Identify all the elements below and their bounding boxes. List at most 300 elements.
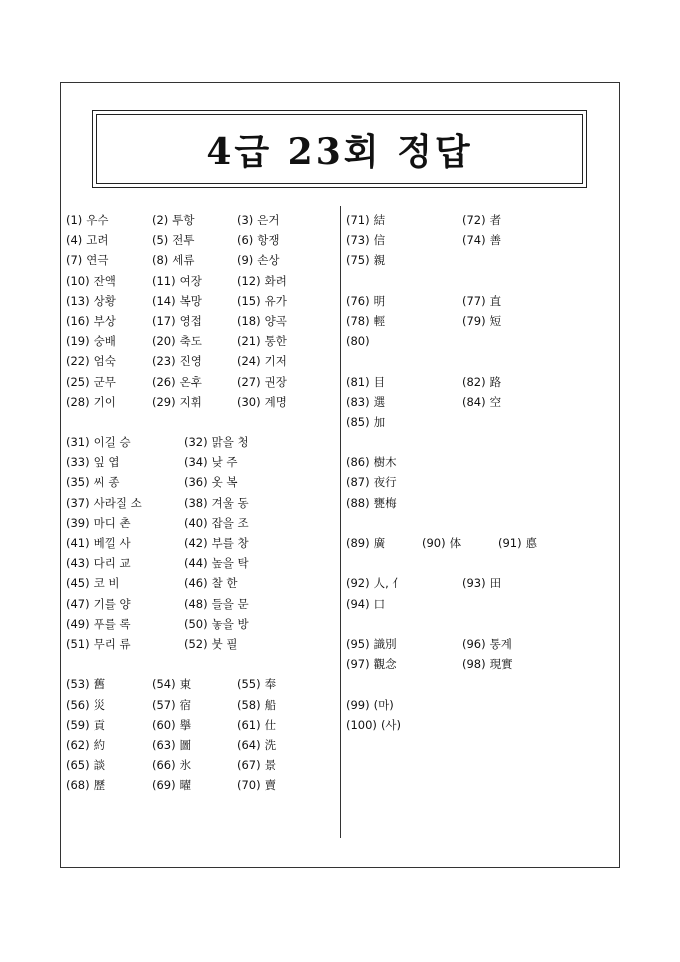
answer-text: 통한 (264, 334, 287, 349)
answer-text: 現實 (489, 657, 513, 672)
question-number: (17) (152, 313, 176, 328)
question-number: (84) (462, 394, 486, 409)
answer-item (66, 472, 119, 492)
answer-row (66, 311, 336, 331)
answer-text: 曜 (179, 778, 192, 793)
question-number: (92) (346, 576, 370, 591)
answer-item (66, 533, 131, 553)
answer-text: 觀念 (373, 657, 397, 672)
answer-text: 화려 (264, 273, 287, 288)
question-number: (99) (346, 697, 370, 712)
question-number: (75) (346, 253, 370, 268)
answer-row (66, 432, 336, 452)
answer-item (237, 775, 276, 795)
answer-item (346, 634, 397, 654)
answer-text: 舊 (93, 677, 106, 692)
question-number: (98) (462, 657, 486, 672)
answer-row (66, 472, 336, 492)
question-number: (26) (152, 374, 176, 389)
answer-text: 談 (93, 758, 106, 773)
question-number: (13) (66, 293, 90, 308)
answer-item (237, 715, 276, 735)
answer-text: 우수 (86, 213, 109, 227)
answer-row (66, 594, 336, 614)
question-number: (24) (237, 354, 261, 369)
answer-text: 歷 (93, 778, 106, 793)
answer-row (66, 695, 336, 715)
question-number: (12) (237, 273, 261, 288)
answer-item (152, 674, 191, 694)
answer-text: 加 (373, 414, 386, 429)
answer-item (66, 553, 131, 573)
answer-item (66, 331, 116, 351)
question-number: (62) (66, 737, 90, 752)
answer-text: 숭배 (93, 334, 116, 349)
answer-item (66, 755, 105, 775)
answer-row (66, 654, 336, 674)
answer-text: 겨울 동 (211, 495, 249, 510)
answer-text: 은거 (257, 213, 280, 227)
question-number: (33) (66, 455, 90, 470)
answer-text: 영접 (179, 313, 202, 328)
answer-item (462, 634, 512, 654)
question-number: (51) (66, 636, 90, 651)
question-number: (100) (346, 717, 377, 732)
answer-text: 夜行 (373, 475, 397, 490)
answer-item (346, 654, 397, 674)
answer-item (237, 755, 276, 775)
answer-text: 人, 亻 (373, 576, 404, 591)
question-number: (86) (346, 455, 370, 470)
answer-text: 높을 탁 (211, 556, 249, 571)
question-number: (45) (66, 576, 90, 591)
answer-item (237, 674, 276, 694)
answer-text: 明 (373, 293, 386, 308)
answer-row (66, 715, 336, 735)
answer-item (462, 372, 501, 392)
answer-row (346, 533, 616, 553)
question-number: (54) (152, 677, 176, 692)
answer-row (66, 493, 336, 513)
answer-text: 空 (489, 394, 502, 409)
answer-item (237, 735, 276, 755)
answer-text: 지휘 (179, 394, 202, 409)
answer-text: 体 (449, 536, 462, 550)
answer-item (462, 654, 513, 674)
answer-text: 信 (373, 233, 386, 248)
answer-text: 연극 (86, 253, 109, 268)
question-number: (40) (184, 515, 208, 530)
answer-text: 들을 문 (211, 596, 249, 611)
answer-row (346, 695, 616, 715)
answer-text: 圖 (179, 737, 192, 752)
answer-text: 奉 (264, 677, 277, 692)
answer-item (237, 372, 287, 392)
answer-item (346, 412, 385, 432)
answer-item (66, 230, 109, 250)
question-number: (79) (462, 313, 486, 328)
question-number: (67) (237, 758, 261, 773)
answer-text: 賣 (264, 778, 277, 793)
answer-row (66, 533, 336, 553)
answer-text: 고려 (86, 233, 109, 248)
answer-text: 洗 (264, 737, 277, 752)
answer-item (184, 634, 237, 654)
answer-row (66, 755, 336, 775)
answer-item (66, 432, 131, 452)
answer-item (237, 351, 287, 371)
answer-text: 사라질 소 (93, 495, 142, 510)
answer-text: 短 (489, 313, 502, 328)
question-number: (21) (237, 334, 261, 349)
question-number: (93) (462, 576, 486, 591)
question-number: (23) (152, 354, 176, 369)
answer-row (66, 452, 336, 472)
answer-text: 온후 (179, 374, 202, 389)
answer-text: 부상 (93, 313, 116, 328)
question-number: (32) (184, 435, 208, 450)
answer-row (66, 553, 336, 573)
answer-text: 宿 (179, 697, 192, 712)
answer-item (66, 493, 142, 513)
answer-text: 권장 (264, 374, 287, 389)
question-number: (30) (237, 394, 261, 409)
answer-text: 낮 주 (211, 455, 238, 470)
title-box-inner (96, 114, 583, 184)
question-number: (78) (346, 313, 370, 328)
answer-item (346, 594, 385, 614)
question-number: (83) (346, 394, 370, 409)
question-number: (43) (66, 556, 90, 571)
answer-item (66, 351, 116, 371)
column-divider (340, 206, 341, 838)
answer-text: 유가 (264, 293, 287, 308)
question-number: (6) (237, 233, 254, 248)
answer-text: 복망 (179, 293, 202, 308)
question-number: (80) (346, 334, 370, 349)
answer-row (346, 432, 616, 452)
answer-text: 군무 (93, 374, 116, 389)
answer-text: 樹木 (373, 455, 397, 470)
answer-text: 양곡 (264, 313, 287, 328)
question-number: (94) (346, 596, 370, 611)
answer-item (152, 271, 202, 291)
question-number: (9) (237, 253, 254, 268)
answer-item (66, 452, 119, 472)
question-number: (16) (66, 313, 90, 328)
answer-item (346, 533, 385, 553)
question-number: (81) (346, 374, 370, 389)
question-number: (25) (66, 374, 90, 389)
answer-item (152, 372, 202, 392)
answer-text: 붓 필 (211, 636, 238, 651)
question-number: (85) (346, 414, 370, 429)
answer-row (346, 271, 616, 291)
answer-item (66, 614, 131, 634)
answer-item (346, 210, 385, 230)
question-number: (38) (184, 495, 208, 510)
answer-text: 다리 교 (93, 556, 131, 571)
answer-text: 코 비 (93, 576, 120, 591)
answer-item (66, 291, 116, 311)
answer-text: 진영 (179, 354, 202, 369)
answer-text: 田 (489, 576, 502, 591)
question-number: (82) (462, 374, 486, 389)
answer-row (66, 735, 336, 755)
answer-item (237, 291, 287, 311)
answer-text: 輕 (373, 313, 386, 328)
question-number: (57) (152, 697, 176, 712)
answer-row (346, 573, 616, 593)
answer-text: 푸를 록 (93, 616, 131, 631)
answer-item (152, 210, 195, 230)
question-number: (90) (422, 536, 446, 550)
answer-row (66, 634, 336, 654)
answer-text: 전투 (172, 233, 195, 248)
answer-text: 잎 엽 (93, 455, 120, 470)
question-number: (28) (66, 394, 90, 409)
answer-text: 놓을 방 (211, 616, 249, 631)
answer-text: 親 (373, 253, 386, 268)
question-number: (59) (66, 717, 90, 732)
answer-row (66, 291, 336, 311)
question-number: (77) (462, 293, 486, 308)
answer-item (184, 573, 237, 593)
answer-text: 者 (489, 213, 502, 227)
answer-item (152, 351, 202, 371)
question-number: (11) (152, 273, 176, 288)
answer-row (346, 311, 616, 331)
question-number: (48) (184, 596, 208, 611)
answer-text: 무리 류 (93, 636, 131, 651)
question-number: (89) (346, 536, 370, 550)
question-number: (34) (184, 455, 208, 470)
answer-text: 상황 (93, 293, 116, 308)
question-number: (56) (66, 697, 90, 712)
answer-text: 찰 한 (211, 576, 238, 591)
answer-item (498, 533, 537, 553)
answer-column-left (66, 210, 336, 795)
answer-item (237, 695, 276, 715)
answer-row (346, 674, 616, 694)
answer-text: 結 (373, 213, 386, 227)
question-number: (15) (237, 293, 261, 308)
answer-item (184, 452, 237, 472)
answer-row (346, 654, 616, 674)
answer-row (346, 553, 616, 573)
answer-row (66, 210, 336, 230)
answer-text: 路 (489, 374, 502, 389)
question-number: (42) (184, 536, 208, 550)
question-number: (96) (462, 636, 486, 651)
answer-text: 氷 (179, 758, 192, 773)
answer-item (346, 372, 385, 392)
answer-row (66, 351, 336, 371)
question-number: (65) (66, 758, 90, 773)
answer-item (66, 271, 116, 291)
answer-text: 目 (373, 374, 386, 389)
answer-row (66, 775, 336, 795)
answer-text: 부를 창 (211, 536, 249, 550)
answer-item (66, 735, 105, 755)
answer-text: 여장 (179, 273, 202, 288)
answer-row (66, 331, 336, 351)
question-number: (4) (66, 233, 83, 248)
answer-item (152, 755, 191, 775)
answer-item (462, 210, 501, 230)
answer-text: 축도 (179, 334, 202, 349)
answer-row (66, 250, 336, 270)
answer-item (66, 594, 131, 614)
question-number: (53) (66, 677, 90, 692)
answer-item (237, 331, 287, 351)
answer-text: 이길 승 (93, 435, 131, 450)
answer-item (66, 715, 105, 735)
answer-text: 통계 (489, 636, 512, 651)
answer-row (346, 210, 616, 230)
answer-text: 識別 (373, 636, 397, 651)
question-number: (71) (346, 213, 370, 227)
question-number: (8) (152, 253, 169, 268)
question-number: (41) (66, 536, 90, 550)
question-number: (74) (462, 233, 486, 248)
answer-item (66, 573, 119, 593)
answer-item (237, 210, 280, 230)
answer-row (346, 291, 616, 311)
question-number: (39) (66, 515, 90, 530)
answer-text: 甕梅 (373, 495, 397, 510)
answer-text: 直 (489, 293, 502, 308)
question-number: (88) (346, 495, 370, 510)
answer-item (346, 493, 397, 513)
question-number: (52) (184, 636, 208, 651)
answer-text: 仕 (264, 717, 277, 732)
question-number: (1) (66, 213, 83, 227)
answer-row (346, 452, 616, 472)
answer-row (66, 392, 336, 412)
answer-item (346, 695, 394, 715)
answer-item (152, 392, 202, 412)
answer-text: 選 (373, 394, 386, 409)
question-number: (95) (346, 636, 370, 651)
answer-text: 세류 (172, 253, 195, 268)
question-number: (46) (184, 576, 208, 591)
answer-item (184, 513, 249, 533)
answer-item (66, 210, 109, 230)
answer-item (152, 695, 191, 715)
answer-text: 기이 (93, 394, 116, 409)
answer-item (346, 250, 385, 270)
answer-item (237, 250, 280, 270)
question-number: (66) (152, 758, 176, 773)
answer-item (346, 573, 404, 593)
question-number: (73) (346, 233, 370, 248)
answer-text: 기저 (264, 354, 287, 369)
question-number: (63) (152, 737, 176, 752)
answer-item (184, 553, 249, 573)
answer-item (346, 715, 401, 735)
answer-text: 善 (489, 233, 502, 248)
question-number: (87) (346, 475, 370, 490)
answer-text: 擧 (179, 717, 192, 732)
answer-item (462, 291, 501, 311)
answer-row (66, 573, 336, 593)
question-number: (47) (66, 596, 90, 611)
answer-text: 災 (93, 697, 106, 712)
answer-text: 貢 (93, 717, 106, 732)
answer-item (152, 735, 191, 755)
question-number: (2) (152, 213, 169, 227)
answer-text: 잡을 조 (211, 515, 249, 530)
answer-text: 맑을 청 (211, 435, 249, 450)
answer-column-right (346, 210, 616, 735)
question-number: (50) (184, 616, 208, 631)
answer-row (66, 412, 336, 432)
answer-row (346, 412, 616, 432)
question-number: (37) (66, 495, 90, 510)
answer-item (462, 392, 501, 412)
answer-row (346, 331, 616, 351)
question-number: (64) (237, 737, 261, 752)
answer-row (346, 351, 616, 371)
answer-item (184, 472, 237, 492)
answer-text: 잔액 (93, 273, 116, 288)
answer-text: 東 (179, 677, 192, 692)
answer-row (66, 513, 336, 533)
answer-item (66, 775, 105, 795)
question-number: (36) (184, 475, 208, 490)
question-number: (14) (152, 293, 176, 308)
answer-item (184, 432, 249, 452)
answer-text: (사) (380, 717, 402, 732)
answer-item (184, 493, 249, 513)
question-number: (31) (66, 435, 90, 450)
answer-item (462, 311, 501, 331)
answer-row (346, 372, 616, 392)
answer-item (462, 573, 501, 593)
question-number: (18) (237, 313, 261, 328)
question-number: (61) (237, 717, 261, 732)
question-number: (49) (66, 616, 90, 631)
question-number: (70) (237, 778, 261, 793)
answer-item (346, 311, 385, 331)
answer-item (152, 775, 191, 795)
answer-text: 景 (264, 758, 277, 773)
answer-item (237, 230, 280, 250)
answer-text: 悳 (525, 536, 538, 550)
answer-item (66, 311, 116, 331)
question-number: (58) (237, 697, 261, 712)
answer-row (346, 614, 616, 634)
answer-item (66, 634, 131, 654)
answer-item (184, 594, 249, 614)
answer-row (66, 271, 336, 291)
page-title: 4급 23회 정답 (206, 130, 473, 173)
answer-item (66, 513, 131, 533)
answer-row (346, 250, 616, 270)
answer-text: 옷 복 (211, 475, 238, 490)
answer-item (346, 452, 397, 472)
question-number: (69) (152, 778, 176, 793)
question-number: (55) (237, 677, 261, 692)
answer-item (152, 291, 202, 311)
answer-text: 베낄 사 (93, 536, 131, 550)
answer-item (152, 331, 202, 351)
answer-item (66, 695, 105, 715)
question-number: (20) (152, 334, 176, 349)
answer-text: 마디 촌 (93, 515, 131, 530)
question-number: (29) (152, 394, 176, 409)
